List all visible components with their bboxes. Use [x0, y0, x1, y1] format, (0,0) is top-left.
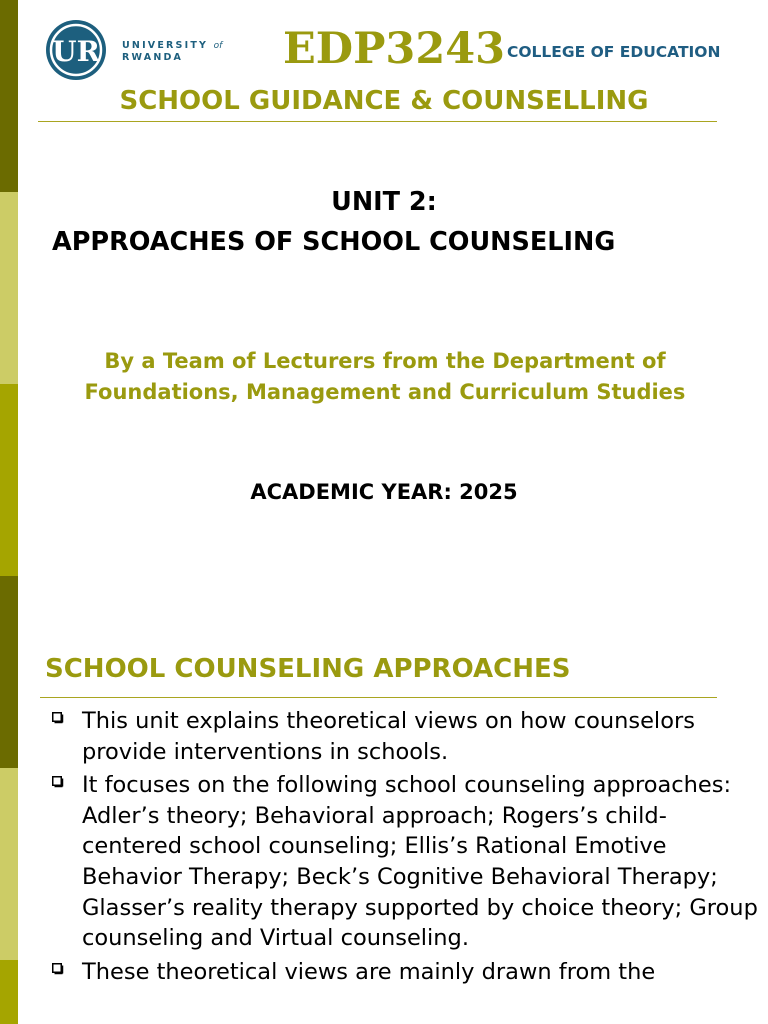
list-item: [48, 770, 758, 954]
unit-title: APPROACHES OF SCHOOL COUNSELING: [52, 227, 616, 257]
university-logo-icon: [38, 18, 116, 82]
unit-number: UNIT 2:: [331, 187, 437, 217]
header-divider: [38, 121, 717, 122]
decorative-sidebar: [0, 0, 18, 1024]
bullet-text: It focuses on the following school counseling approaches: Adler’s theory; Behavioral approach; Rogers’s child-centered school counseling; Ellis’s Rational Emotive Behavior Therapy; Beck’s Cognitive Behavioral Therapy; Glasser’s reality therapy supported by choice theory; Group counseling and Virtual counseling.: [82, 772, 758, 952]
course-title: SCHOOL GUIDANCE & COUNSELLING: [119, 86, 649, 116]
checkbox-bullet-icon: [52, 963, 64, 975]
list-item: [48, 706, 758, 767]
checkbox-bullet-icon: [52, 776, 64, 788]
section-divider: [40, 697, 717, 698]
university-name: [122, 40, 222, 63]
course-code: EDP3243: [283, 24, 506, 74]
logo-line-2: RWANDA: [122, 52, 184, 63]
checkbox-bullet-icon: [52, 712, 64, 724]
logo-initials: UR: [52, 35, 100, 68]
authors-line: By a Team of Lecturers from the Department of Foundations, Management and Curriculum Studies: [84, 349, 686, 404]
sidebar-segment: [0, 192, 18, 384]
bullet-text: This unit explains theoretical views on how counselors provide interventions in schools.: [82, 708, 695, 765]
logo-line-1: UNIVERSITY: [122, 40, 209, 51]
bullet-text: These theoretical views are mainly drawn from the: [82, 958, 656, 985]
college-name: COLLEGE OF EDUCATION: [507, 43, 721, 61]
sidebar-segment: [0, 960, 18, 1024]
sidebar-segment: [0, 768, 18, 960]
list-item: [48, 957, 758, 988]
academic-year: ACADEMIC YEAR: 2025: [250, 480, 518, 504]
sidebar-segment: [0, 576, 18, 768]
logo-of: of: [213, 41, 223, 51]
section-title: SCHOOL COUNSELING APPROACHES: [45, 654, 571, 684]
bullet-list: [48, 706, 758, 990]
